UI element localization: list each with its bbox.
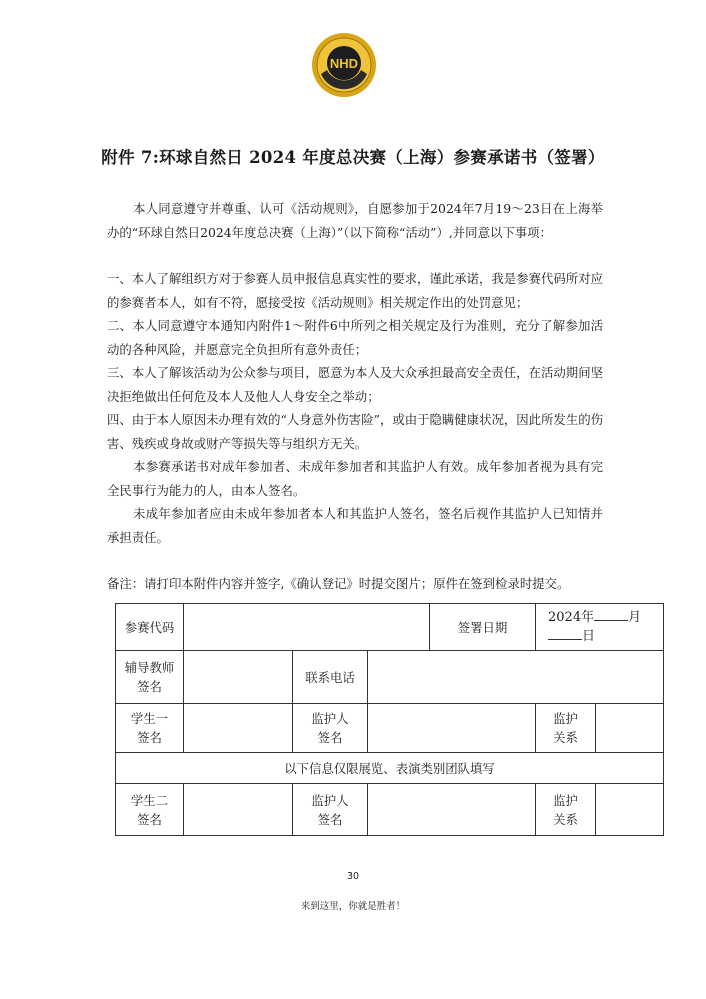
relation1-label: 监护 关系 xyxy=(536,704,596,753)
student1-label: 学生一 签名 xyxy=(116,704,184,753)
relation1-field[interactable] xyxy=(596,704,664,753)
relation2-field[interactable] xyxy=(596,784,664,836)
student2-label: 学生二 签名 xyxy=(116,784,184,836)
date-year: 2024年 xyxy=(548,610,595,625)
commitment-body xyxy=(107,197,603,549)
nhd-logo xyxy=(311,32,377,98)
logo-text: NHD xyxy=(329,56,359,71)
phone-field[interactable] xyxy=(368,651,664,704)
intro-paragraph: 本人同意遵守并尊重、认可《活动规则》，自愿参加于2024年7月19～23日在上海举办的“环球自然日2024年度总决赛（上海）”（以下简称“活动”）,并同意以下事项： xyxy=(107,201,603,240)
page-number: 30 xyxy=(346,871,360,882)
date-day: 日 xyxy=(582,629,596,644)
month-blank[interactable] xyxy=(594,608,628,621)
guardian2-signature-field[interactable] xyxy=(368,784,536,836)
student1-signature-field[interactable] xyxy=(184,704,293,753)
section-note: 以下信息仅限展览、表演类别团队填写 xyxy=(116,753,664,784)
date-label: 签署日期 xyxy=(430,604,536,651)
commitment-item-2: 二、本人同意遵守本通知内附件1～附件6中所列之相关规定及行为准则，充分了解参加活动的各种风险，并愿意完全负担所有意外责任； xyxy=(107,318,603,357)
date-field[interactable] xyxy=(536,604,664,651)
student2-signature-field[interactable] xyxy=(184,784,293,836)
code-field[interactable] xyxy=(184,604,430,651)
document-title: 附件 7:环球自然日 2024 年度总决赛（上海）参赛承诺书（签署） xyxy=(101,148,605,167)
phone-label: 联系电话 xyxy=(293,651,368,704)
footer-slogan: 来到这里，你就是胜者！ xyxy=(300,901,406,912)
signature-form-table xyxy=(115,603,664,836)
guardian1-label: 监护人 签名 xyxy=(293,704,368,753)
teacher-signature-field[interactable] xyxy=(184,651,293,704)
date-month: 月 xyxy=(628,610,642,625)
minor-paragraph: 未成年参加者应由未成年参加者本人和其监护人签名，签名后视作其监护人已知情并承担责任。 xyxy=(107,506,603,545)
relation2-label: 监护 关系 xyxy=(536,784,596,836)
guardian1-signature-field[interactable] xyxy=(368,704,536,753)
commitment-item-3: 三、本人了解该活动为公众参与项目，愿意为本人及大众承担最高安全责任，在活动期间坚决拒绝做出任何危及本人及他人人身安全之举动； xyxy=(107,365,603,404)
guardian2-label: 监护人 签名 xyxy=(293,784,368,836)
day-blank[interactable] xyxy=(548,627,582,640)
note-text: 备注：请打印本附件内容并签字,《确认登记》时提交图片；原件在签到检录时提交。 xyxy=(107,576,570,591)
adult-paragraph: 本参赛承诺书对成年参加者、未成年参加者和其监护人有效。成年参加者视为具有完全民事行为能力的人，由本人签名。 xyxy=(107,459,603,498)
code-label: 参赛代码 xyxy=(116,604,184,651)
teacher-label: 辅导教师 签名 xyxy=(116,651,184,704)
commitment-item-4: 四、由于本人原因未办理有效的“人身意外伤害险”，或由于隐瞒健康状况，因此所发生的伤害、残疾或身故或财产等损失等与组织方无关。 xyxy=(107,412,603,451)
commitment-item-1: 一、本人了解组织方对于参赛人员申报信息真实性的要求，谨此承诺，我是参赛代码所对应的参赛者本人，如有不符，愿接受按《活动规则》相关规定作出的处罚意见； xyxy=(107,271,603,310)
